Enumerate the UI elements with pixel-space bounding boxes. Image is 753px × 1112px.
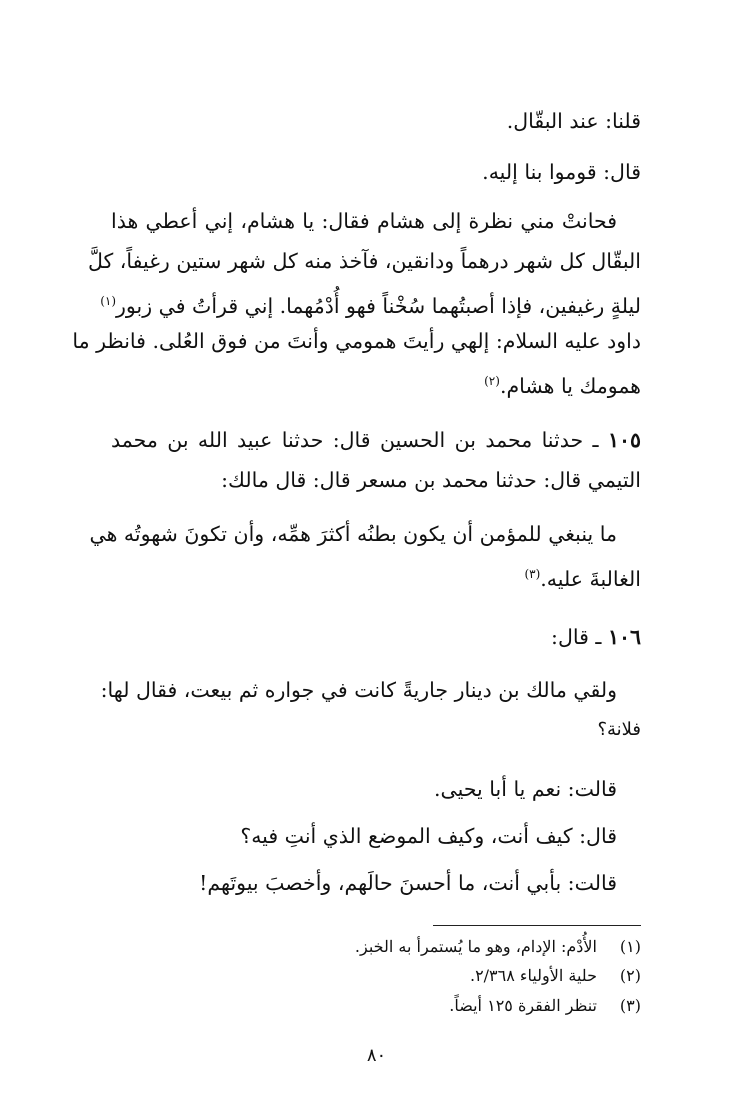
hadith-106: ١٠٦ ـ قال: — [551, 625, 641, 649]
paragraph-line: ما ينبغي للمؤمن أن يكون بطنُه أكثرَ همِّه، وأن تكونَ شهوتُه هي — [89, 522, 617, 546]
page-number: ٨٠ — [366, 1045, 387, 1066]
paragraph-line: ولقي مالك بن دينار جاريةً كانت في جواره ثم بيعت، فقال لها: — [100, 678, 617, 702]
hadith-number: ١٠٦ — [607, 625, 641, 649]
paragraph-line: فحانتْ مني نظرة إلى هشام فقال: يا هشام، إني أعطي هذا — [111, 209, 617, 233]
paragraph-1 — [72, 201, 641, 401]
paragraph-line: فلانة؟ — [597, 719, 641, 740]
paragraph-2 — [89, 514, 641, 594]
footnote-number: (٢) — [619, 966, 641, 985]
footnote-divider — [433, 925, 641, 926]
paragraph-line: داود عليه السلام: إلهي رأيتَ همومي وأنتَ من فوق العُلى. فانظر ما — [72, 329, 641, 353]
hadith-number: ١٠٥ — [607, 428, 641, 452]
hadith-105 — [111, 420, 641, 500]
footnote-text: الأُدْم: الإدام، وهو ما يُستمرأ به الخبز. — [354, 937, 597, 956]
paragraph-line: ليلةٍ رغيفين، فإذا أصبتُهما سُخْناً فهو أُدْمُهما. إني قرأتُ في زبور$^{(١)}$ — [100, 293, 641, 318]
paragraph-line: الغالبةَ عليه.$^{(٣)}$ — [524, 566, 641, 591]
footnote-item — [111, 965, 641, 987]
footnote-item — [111, 995, 641, 1017]
text-line-2: قال: قوموا بنا إليه. — [482, 160, 641, 184]
text-line-5: قالت: بأبي أنت، ما أحسنَ حالَهم، وأخصبَ بيوتَهم! — [199, 871, 617, 895]
footnote-marker: (٣) — [524, 567, 541, 581]
paragraph-line: همومك يا هشام.$^{(٢)}$ — [484, 373, 641, 398]
paragraph-line: البقّال كل شهر درهماً ودانقين، فآخذ منه كل شهر ستين رغيفاً، كلَّ — [87, 249, 641, 273]
footnote-number: (٣) — [619, 996, 641, 1015]
footnote-number: (١) — [619, 937, 641, 956]
footnote-text: تنظر الفقرة ١٢٥ أيضاً. — [449, 996, 597, 1015]
text-line-4: قال: كيف أنت، وكيف الموضع الذي أنتِ فيه؟ — [240, 824, 617, 848]
footnote-item — [111, 936, 641, 958]
footnote-marker: (١) — [100, 294, 117, 308]
text-line-3: قالت: نعم يا أبا يحيى. — [434, 777, 617, 801]
paragraph-3 — [100, 670, 641, 750]
hadith-line: ١٠٥ ـ حدثنا محمد بن الحسين قال: حدثنا عبيد الله بن محمد — [111, 428, 641, 452]
text-line-1: قلنا: عند البقّال. — [506, 109, 641, 133]
footnote-marker: (٢) — [484, 374, 500, 388]
hadith-line: التيمي قال: حدثنا محمد بن مسعر قال: قال مالك: — [221, 468, 641, 492]
footnote-text: حلية الأولياء ٢/٣٦٨. — [469, 966, 597, 985]
